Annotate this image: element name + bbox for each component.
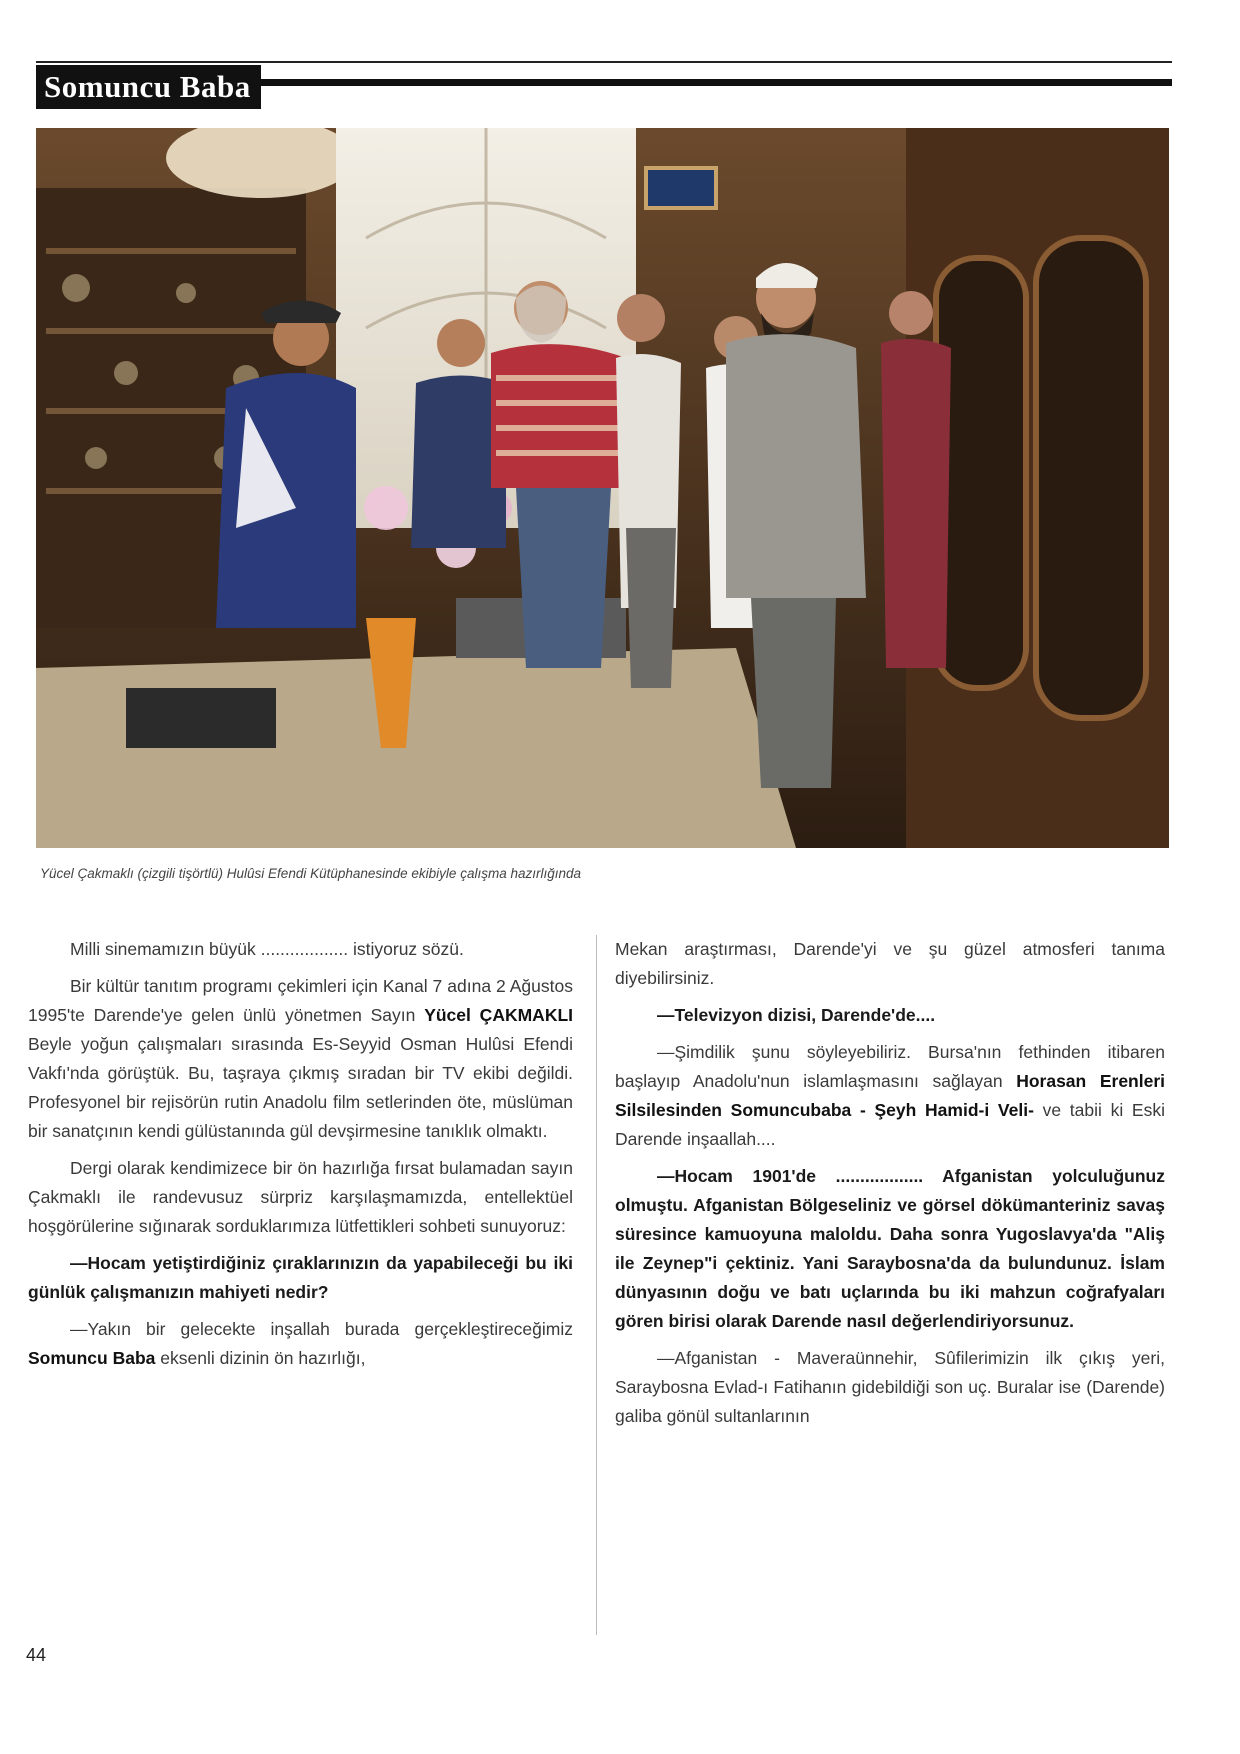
column-divider [596,935,597,1635]
paragraph: Dergi olarak kendimizece bir ön hazırlığa fırsat bulamadan sayın Çakmaklı ile randevusuz sürpriz karşılaşmamızda, entellektüel hoşgörülerine sığınarak sorduklarımıza lütfettikleri sohbeti sunuyoruz: [28,1158,573,1236]
interview-question: —Hocam 1901'de .................. Afganistan yolculuğunuz olmuştu. Afganistan Bölgeseliniz ve görsel dökümanteriniz savaş süresince kamuoyuna maloldu. Daha sonra Yugoslavya'da "Aliş ile Zeynep"i çektiniz. Yani Saraybosna'da da bulundunuz. İslam dünyasının doğu ve batı uçlarında bu iki mahzun coğrafyaları gören birisi olarak Darende nasıl değerlendiriyorsunuz. [615,1166,1165,1331]
group-photo [36,128,1169,848]
page-number: 44 [26,1645,47,1665]
name-emphasis: Somuncu Baba [28,1348,156,1368]
interview-question: —Televizyon dizisi, Darende'de.... [657,1005,936,1025]
photo-illustration [36,128,1169,848]
name-emphasis: Horasan Erenleri Silsilesinden Somuncubaba - Şeyh Hamid-i Veli- [615,1071,1166,1120]
name-emphasis: Yücel ÇAKMAKLI [424,1005,574,1025]
right-column [615,935,1165,1439]
paragraph: Bir kültür tanıtım programı çekimleri için Kanal 7 adına 2 Ağustos 1995'te Darende'ye gelen ünlü yönetmen Sayın Yücel ÇAKMAKLI Beyle yoğun çalışmaları sırasında Es-Seyyid Osman Hulûsi Efendi Vakfı'nda görüştük. Bu, taşraya çıkmış sıradan bir TV ekibi değildi. Profesyonel bir rejisörün rutin Anadolu film setlerinden öte, müslüman bir sanatçının kendi gülüstanında gül devşirmesine tanıklık olmaktı. [28,976,574,1141]
masthead [36,57,1172,107]
interview-question: —Hocam yetiştirdiğiniz çıraklarınızın da yapabileceği bu iki günlük çalışmanızın mahiyeti nedir? [28,1253,573,1302]
photo-caption: Yücel Çakmaklı (çizgili tişörtlü) Hulûsi Efendi Kütüphanesinde ekibiyle çalışma hazırlığında [40,866,582,881]
paragraph: Mekan araştırması, Darende'yi ve şu güzel atmosferi tanıma diyebilirsiniz. [615,939,1165,988]
masthead-top-rule [36,61,1172,63]
paragraph: —Afganistan - Maveraünnehir, Sûfilerimizin ilk çıkış yeri, Saraybosna Evlad-ı Fatihanın gidebildiği son uç. Buralar ise (Darende) galiba gönül sultanlarının [615,1348,1165,1426]
section-title: Somuncu Baba [36,65,261,109]
paragraph: —Şimdilik şunu söyleyebiliriz. Bursa'nın fethinden itibaren başlayıp Anadolu'nun islamlaşmasını sağlayan Horasan Erenleri Silsilesinden Somuncubaba - Şeyh Hamid-i Veli- ve tabii ki Eski Darende inşaallah.... [615,1042,1166,1149]
left-column [28,935,573,1381]
paragraph: Milli sinemamızın büyük .................. istiyoruz sözü. [70,939,464,959]
paragraph: —Yakın bir gelecekte inşallah burada gerçekleştireceğimiz Somuncu Baba eksenli dizinin ön hazırlığı, [28,1319,573,1368]
